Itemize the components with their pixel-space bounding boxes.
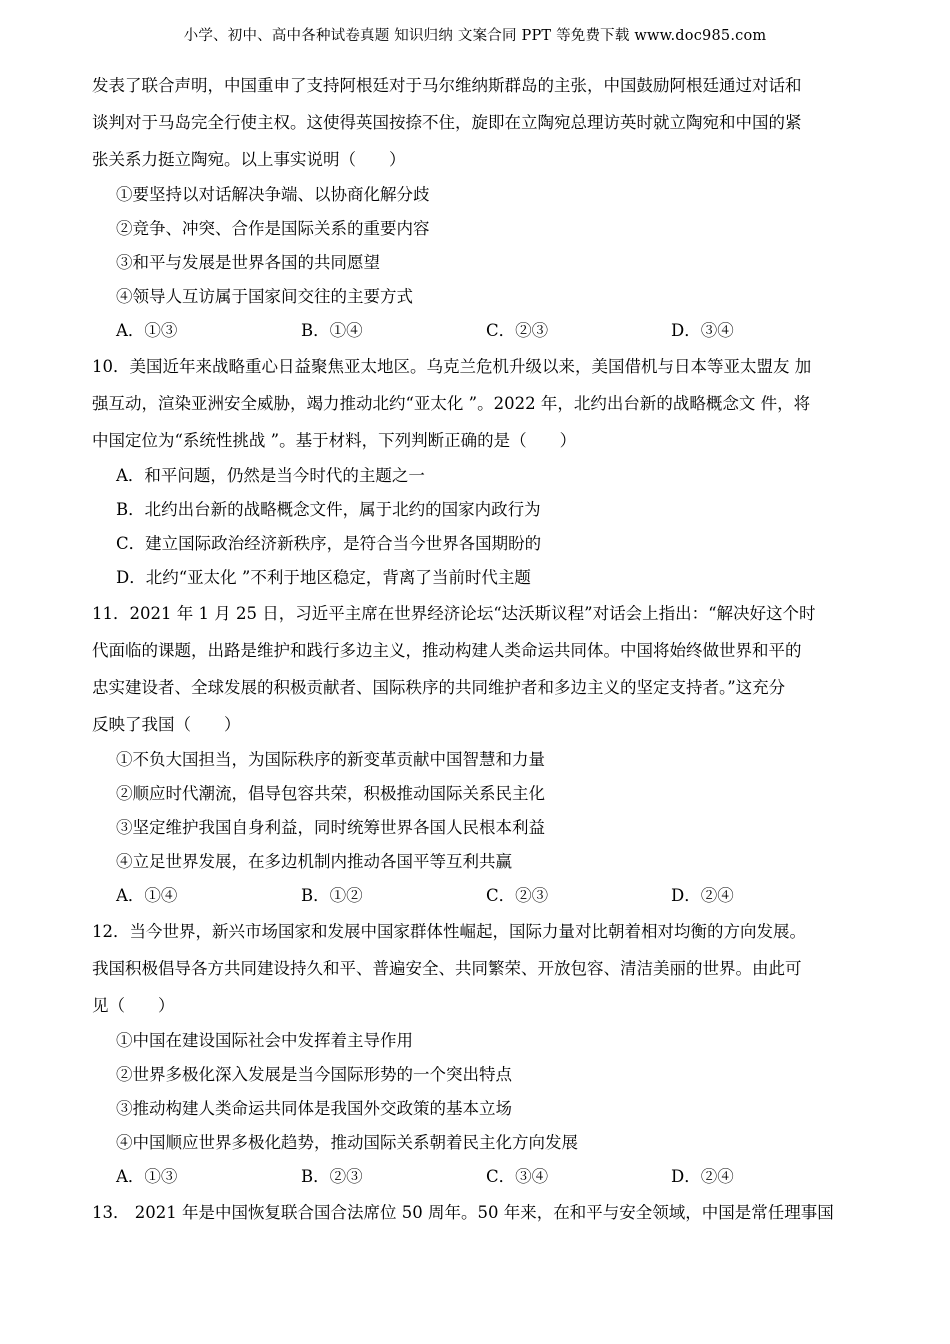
question-12	[92, 913, 862, 1194]
option-c: C．建立国际政治经济新秩序，是符合当今世界各国期盼的	[116, 534, 542, 553]
stem-line: 代面临的课题，出路是维护和践行多边主义，推动构建人类命运共同体。中国将始终做世界和平的	[92, 641, 802, 660]
choice-d: D．②④	[671, 1167, 734, 1186]
statement-item: ②世界多极化深入发展是当今国际形势的一个突出特点	[116, 1065, 512, 1084]
stem-line: 12．当今世界，新兴市场国家和发展中国家群体性崛起，国际力量对比朝着相对均衡的方向发展。	[92, 922, 806, 941]
statement-item: ④领导人互访属于国家间交往的主要方式	[116, 287, 413, 306]
page-content	[92, 67, 862, 1231]
page-header: 小学、初中、高中各种试卷真题 知识归纳 文案合同 PPT 等免费下载 www.doc985.com	[183, 28, 767, 44]
stem-line: 11．2021 年 1 月 25 日，习近平主席在世界经济论坛“达沃斯议程”对话会上指出：“解决好这个时	[92, 604, 816, 623]
question-13	[92, 1194, 862, 1231]
choice-a: A．①③	[116, 321, 178, 340]
stem-line: 见（ ）	[92, 996, 175, 1015]
question-10	[92, 348, 862, 595]
choice-c: C．②③	[486, 886, 549, 905]
statement-item: ④中国顺应世界多极化趋势，推动国际关系朝着民主化方向发展	[116, 1133, 578, 1152]
choice-c: C．③④	[486, 1167, 549, 1186]
option-b: B．北约出台新的战略概念文件，属于北约的国家内政行为	[116, 500, 541, 519]
question-11	[92, 595, 862, 913]
statement-item: ①要坚持以对话解决争端、以协商化解分歧	[116, 185, 430, 204]
statement-item: ③推动构建人类命运共同体是我国外交政策的基本立场	[116, 1099, 512, 1118]
question-stem	[92, 348, 862, 459]
statement-item: ①不负大国担当，为国际秩序的新变革贡献中国智慧和力量	[116, 750, 545, 769]
option-a: A．和平问题，仍然是当今时代的主题之一	[116, 466, 425, 485]
stem-line: 忠实建设者、全球发展的积极贡献者、国际秩序的共同维护者和多边主义的坚定支持者。”这充分	[92, 678, 786, 697]
stem-line: 发表了联合声明，中国重申了支持阿根廷对于马尔维纳斯群岛的主张，中国鼓励阿根廷通过对话和	[92, 76, 802, 95]
stem-line: 13． 2021 年是中国恢复联合国合法席位 50 周年。50 年来，在和平与安全领域，中国是常任理事国	[92, 1203, 834, 1222]
statement-item: ②顺应时代潮流，倡导包容共荣，积极推动国际关系民主化	[116, 784, 545, 803]
stem-line: 10．美国近年来战略重心日益聚焦亚太地区。乌克兰危机升级以来，美国借机与日本等亚太盟友 加	[92, 357, 812, 376]
statement-item: ②竞争、冲突、合作是国际关系的重要内容	[116, 219, 430, 238]
statement-item: ③和平与发展是世界各国的共同愿望	[116, 253, 380, 272]
stem-line: 我国积极倡导各方共同建设持久和平、普遍安全、共同繁荣、开放包容、清洁美丽的世界。由此可	[92, 959, 802, 978]
question-continuation	[92, 67, 862, 348]
choice-a: A．①④	[116, 886, 178, 905]
option-d: D．北约“亚太化 ”不利于地区稳定，背离了当前时代主题	[116, 568, 531, 587]
question-stem	[92, 595, 862, 743]
stem-line: 反映了我国（ ）	[92, 715, 241, 734]
answer-choices	[92, 314, 862, 348]
choice-d: D．③④	[671, 321, 734, 340]
answer-choices	[92, 1160, 862, 1194]
choice-c: C．②③	[486, 321, 549, 340]
answer-choices	[92, 879, 862, 913]
choice-b: B．②③	[301, 1167, 363, 1186]
stem-line: 强互动，渲染亚洲安全威胁，竭力推动北约“亚太化 ”。2022 年，北约出台新的战略概念文 件，将	[92, 394, 811, 413]
question-stem	[92, 913, 862, 1024]
stem-line: 中国定位为“系统性挑战 ”。基于材料，下列判断正确的是（ ）	[92, 431, 577, 450]
stem-line: 张关系力挺立陶宛。以上事实说明（ ）	[92, 150, 406, 169]
choice-b: B．①②	[301, 886, 363, 905]
statement-item: ③坚定维护我国自身利益，同时统筹世界各国人民根本利益	[116, 818, 545, 837]
question-stem	[92, 67, 862, 178]
choice-a: A．①③	[116, 1167, 178, 1186]
stem-line: 谈判对于马岛完全行使主权。这使得英国按捺不住，旋即在立陶宛总理访英时就立陶宛和中国的紧	[92, 113, 802, 132]
choice-b: B．①④	[301, 321, 363, 340]
statement-item: ①中国在建设国际社会中发挥着主导作用	[116, 1031, 413, 1050]
question-stem	[92, 1194, 862, 1231]
statement-item: ④立足世界发展，在多边机制内推动各国平等互利共赢	[116, 852, 512, 871]
choice-d: D．②④	[671, 886, 734, 905]
